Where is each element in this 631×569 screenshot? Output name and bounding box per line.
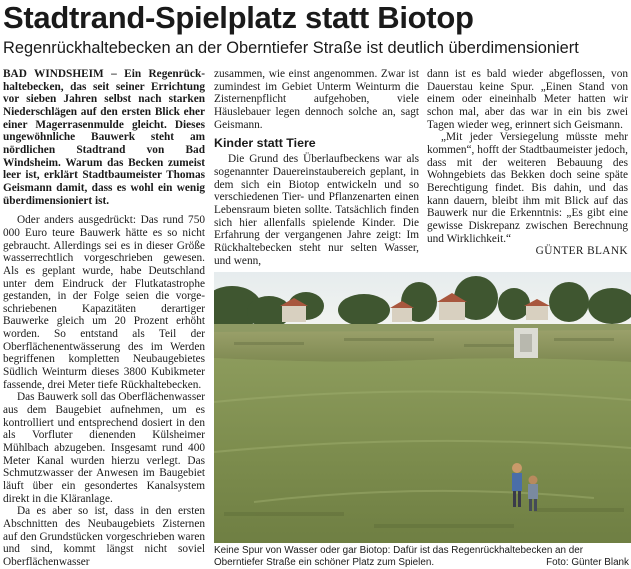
body-paragraph-3: Da es aber so ist, dass in den ersten Abschnitten des Neubaugebiets Zisternen auf den Grundstücken vorgeschrieben waren und sind, kommt längst nicht soviel Oberflächenwasser xyxy=(3,505,205,568)
subheadline: Regenrückhaltebecken an der Oberntiefer Straße ist deutlich überdimensioniert xyxy=(3,39,579,57)
photo-credit: Foto: Günter Blank xyxy=(546,556,629,568)
column-1 xyxy=(3,68,205,569)
photo-illustration xyxy=(214,272,631,543)
headline: Stadtrand-Spielplatz statt Biotop xyxy=(3,0,474,35)
column-3 xyxy=(427,68,628,258)
article-photo xyxy=(214,272,631,543)
subheading: Kinder statt Tiere xyxy=(214,136,316,151)
body-paragraph-6: dann ist es bald wieder abgeflossen, von Dauerstau keine Spur. „Einen Stand von einem oder eineinhalb Meter hatten wir schon mal, aber das war in ein bis zwei Tagen wieder weg, erinnert sich Geismann. xyxy=(427,68,628,131)
body-paragraph-1: Oder anders ausgedrückt: Das rund 750 000 Euro teure Bauwerk hätte es so nicht gebraucht. Allerdings sei es in dieser Größe wasserrechtlich vorgeschrieben gewesen. Als es geplant wurde, habe Deutschland unter dem Eindruck der Flutkatastrophe gestanden, in der Folge seien die vorgeschriebenen Kapazitäten derartiger Bauwerke gleich um 20 Prozent erhöht worden. So entstand als Teil der Oberflächenentwässerung des im Werden begriffenen kompletten Neubaugebietes Südlich Weinturm dieses 3800 Kubikmeter fassende, drei Meter tiefe Rückhaltebecken. xyxy=(3,214,205,391)
body-paragraph-2: Das Bauwerk soll das Oberflächenwasser aus dem Baugebiet aufnehmen, um es kontrolliert und entsprechend dosiert in den als Vorfluter dienenden Külsheimer Mühlbach abzugeben. Insgesamt rund 400 Meter Kanal wurden hierzu verlegt. Das Schmutzwasser der Anwesen im Baugebiet läuft über ein gesondertes Kanalsystem direkt in die Kläranlage. xyxy=(3,391,205,505)
column-2 xyxy=(214,68,419,267)
body-paragraph-4: zusammen, wie einst angenommen. Zwar ist zumindest im Gebiet Unterm Weinturm die Zisternenpflicht aufgehoben, viele Häuslebauer legen dennoch solche an, sagt Geismann. xyxy=(214,68,419,131)
author-byline: GÜNTER BLANK xyxy=(535,245,628,258)
body-paragraph-5: Die Grund des Überlaufbeckens war als sogenannter Dauereinstaubereich geplant, in dem sich ein Biotop entwickeln und so verschiedenen Tier- und Pflanzenarten einen Lebensraum bieten sollte. Tatsächlich finden sich hier allenfalls spielende Kinder. Die Erfahrung der vergangenen Jahre zeigt: Im Rückhaltebecken steht nur selten Wasser, und wenn, xyxy=(214,153,419,267)
photo-caption xyxy=(214,545,631,568)
lead-paragraph: BAD WINDSHEIM – Ein Regenrückhaltebecken, das seit seiner Errichtung vor sieben Jahren selbst nach starken Niederschlägen auf den ersten Blick eher einer Magerrasenmulde gleicht. Dieses ungewöhnliche Bauwerk steht am nördlichen Stadtrand von Bad Windsheim. Warum das Becken zumeist leer ist, erklärt Stadtbaumeister Thomas Geismann damit, dass es wohl ein wenig überdimensioniert ist. xyxy=(3,68,205,207)
caption-text: Keine Spur von Wasser oder gar Biotop: Dafür ist das Regenrückhaltebecken an der Oberntiefer Straße ein schöner Platz zum Spielen. xyxy=(214,545,584,568)
body-paragraph-7: „Mit jeder Versiegelung müsste mehr kommen“, hofft der Stadtbaumeister jedoch, dass mit der weiteren Bebauung des Wohngebiets das Bekken doch seine späte Berechtigung findet. Bis dahin, und das kann dauern, bleibt ihm mit Blick auf das Bauwerk nur die Erkenntnis: „Es gibt eine gewisse Diskrepanz zwischen Berechnung und Wirklichkeit.“ xyxy=(427,131,628,245)
